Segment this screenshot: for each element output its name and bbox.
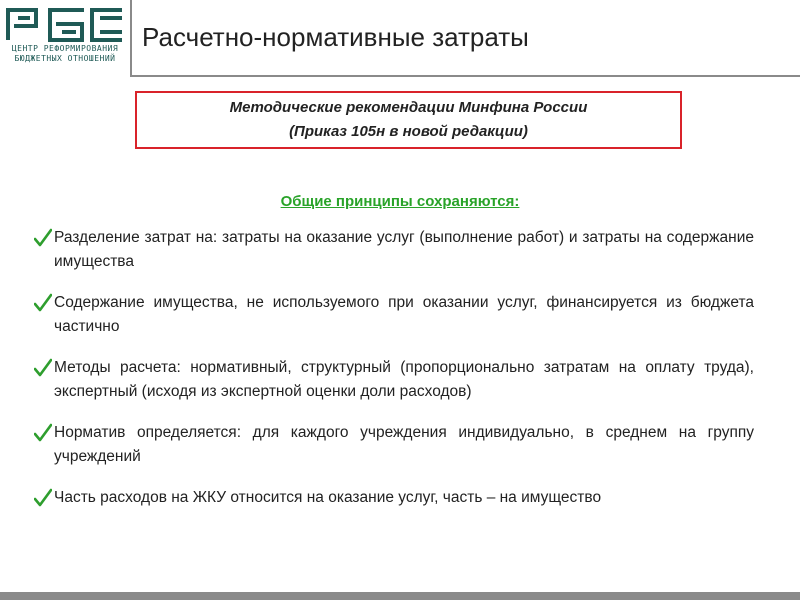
checkmark-icon [34, 358, 52, 378]
list-item [32, 291, 754, 339]
list-item-text: Содержание имущества, не используемого при оказании услуг, финансируется из бюджета частично [54, 294, 754, 335]
principles-list [32, 226, 754, 527]
recommendation-box [135, 91, 682, 149]
checkmark-icon [34, 293, 52, 313]
logo-icon [4, 6, 126, 42]
checkmark-icon [34, 488, 52, 508]
list-item-text: Часть расходов на ЖКУ относится на оказание услуг, часть – на имущество [54, 489, 602, 506]
list-item-text: Методы расчета: нормативный, структурный (пропорционально затратам на оплату труда), экспертный (исходя из экспертной оценки доли расходов) [54, 359, 754, 400]
logo [0, 0, 130, 75]
recommendation-subtitle: (Приказ 105н в новой редакции) [289, 123, 528, 140]
footer-bar [0, 592, 800, 600]
principles-heading: Общие принципы сохраняются: [280, 193, 520, 210]
list-item [32, 421, 754, 469]
list-item [32, 486, 754, 510]
recommendation-title: Методические рекомендации Минфина России [229, 99, 588, 116]
list-item-text: Норматив определяется: для каждого учреждения индивидуально, в среднем на группу учреждений [54, 424, 754, 465]
page-title: Расчетно-нормативные затраты [142, 22, 529, 52]
header-divider [130, 0, 132, 76]
header-rule [130, 75, 800, 77]
list-item-text: Разделение затрат на: затраты на оказание услуг (выполнение работ) и затраты на содержание имущества [54, 229, 754, 270]
checkmark-icon [34, 423, 52, 443]
list-item [32, 226, 754, 274]
list-item [32, 356, 754, 404]
logo-subtitle-line1: ЦЕНТР РЕФОРМИРОВАНИЯ [11, 44, 119, 53]
checkmark-icon [34, 228, 52, 248]
logo-subtitle-line2: БЮДЖЕТНЫХ ОТНОШЕНИЙ [14, 54, 116, 63]
